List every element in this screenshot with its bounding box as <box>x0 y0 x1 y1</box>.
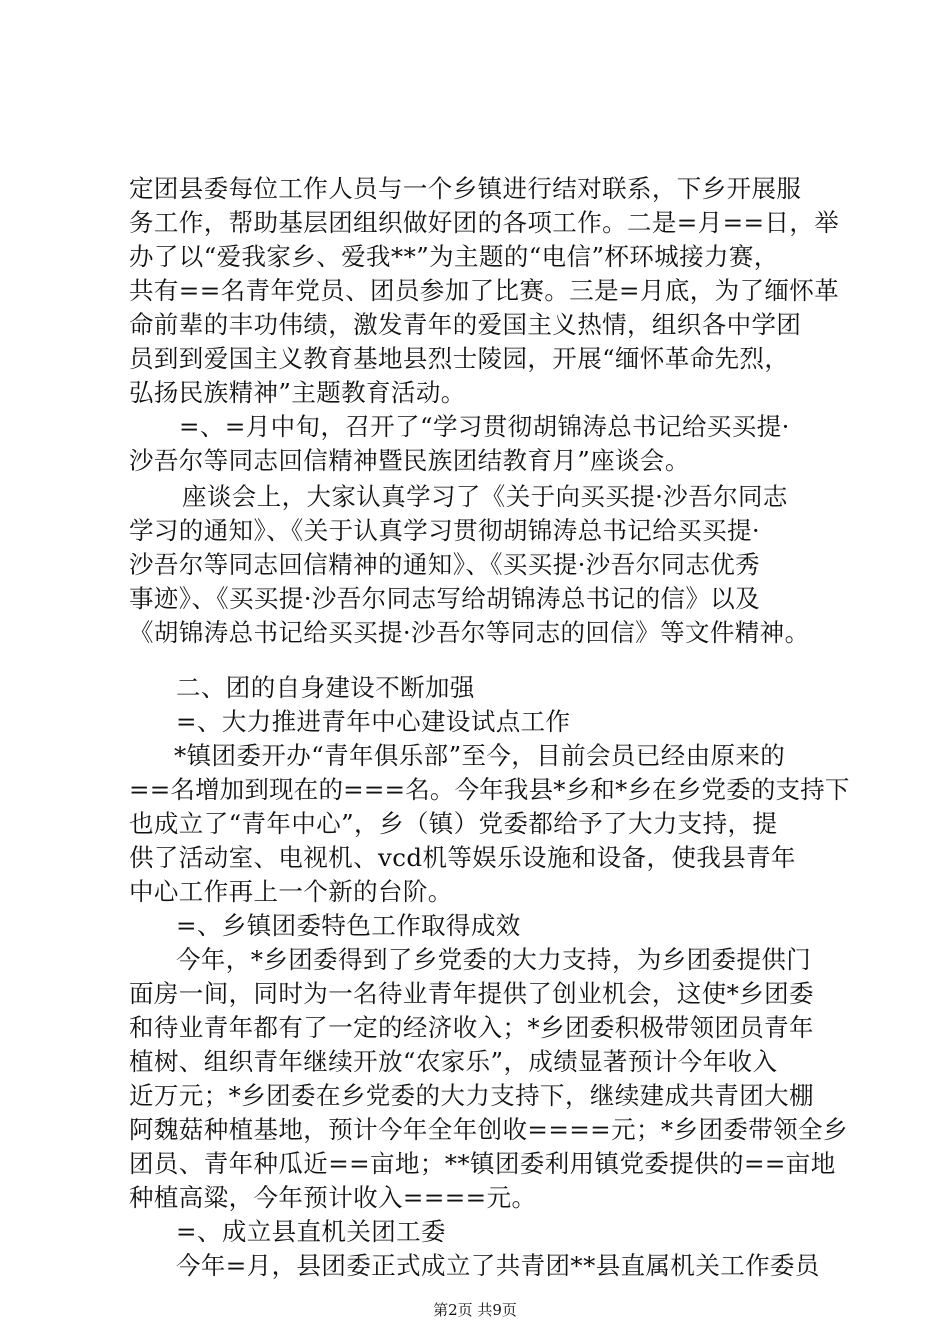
text-line: 今年=月，县团委正式成立了共青团**县直属机关工作委员 <box>176 1251 820 1280</box>
text-line: 员到到爱国主义教育基地县烈士陵园，开展“缅怀革命先烈， <box>129 344 790 373</box>
text-line: 命前辈的丰功伟绩，激发青年的爱国主义热情，组织各中学团 <box>129 310 802 339</box>
text-line: 事迹》、《买买提·沙吾尔同志写给胡锦涛总书记的信》以及 <box>129 584 761 613</box>
text-line: 沙吾尔等同志回信精神暨民族团结教育月”座谈会。 <box>129 446 690 475</box>
text-line: 植树、组织青年继续开放“农家乐”，成绩显著预计今年收入 <box>129 1047 778 1076</box>
text-line: 座谈会上，大家认真学习了《关于向买买提·沙吾尔同志 <box>182 482 788 511</box>
section-heading: 二、团的自身建设不断加强 <box>176 673 475 702</box>
text-line: ==名增加到现在的===名。今年我县*乡和*乡在乡党委的支持下 <box>129 775 850 804</box>
text-line: 和待业青年都有了一定的经济收入；*乡团委积极带领团员青年 <box>129 1013 814 1042</box>
subsection-heading: =、成立县直机关团工委 <box>176 1217 446 1246</box>
text-line: 《胡锦涛总书记给买买提·沙吾尔等同志的回信》等文件精神。 <box>129 618 810 647</box>
text-line: 中心工作再上一个新的台阶。 <box>129 877 453 906</box>
text-line: 沙吾尔等同志回信精神的通知》、《买买提·沙吾尔同志优秀 <box>129 550 761 579</box>
text-line: =、=月中旬，召开了“学习贯彻胡锦涛总书记给买买提· <box>179 412 790 441</box>
text-line: 团员、青年种瓜近==亩地；**镇团委利用镇党委提供的==亩地 <box>129 1149 836 1178</box>
text-line: 面房一间，同时为一名待业青年提供了创业机会，这使*乡团委 <box>129 979 814 1008</box>
page-number-footer: 第2页 共9页 <box>433 1301 517 1319</box>
text-line: 学习的通知》、《关于认真学习贯彻胡锦涛总书记给买买提· <box>129 516 761 545</box>
text-line: 办了以“爱我家乡、爱我**”为主题的“电信”杯环城接力赛， <box>129 242 779 271</box>
text-line: 弘扬民族精神”主题教育活动。 <box>129 378 466 407</box>
text-line: 今年，*乡团委得到了乡党委的大力支持，为乡团委提供门 <box>176 945 812 974</box>
text-line: 也成立了“青年中心”，乡（镇）党委都给予了大力支持，提 <box>129 809 778 838</box>
text-line: 种植高粱，今年预计收入====元。 <box>129 1183 537 1212</box>
subsection-heading: =、大力推进青年中心建设试点工作 <box>176 707 571 736</box>
text-line: 近万元；*乡团委在乡党委的大力支持下，继续建成共青团大棚 <box>129 1081 814 1110</box>
text-line: 阿魏菇种植基地，预计今年全年创收====元；*乡团委带领全乡 <box>129 1115 848 1144</box>
subsection-heading: =、乡镇团委特色工作取得成效 <box>176 911 521 940</box>
text-line: 务工作，帮助基层团组织做好团的各项工作。二是=月==日，举 <box>129 208 840 237</box>
text-line: *镇团委开办“青年俱乐部”至今，目前会员已经由原来的 <box>174 741 786 770</box>
text-line: 定团县委每位工作人员与一个乡镇进行结对联系，下乡开展服 <box>129 174 802 203</box>
text-line: 共有==名青年党员、团员参加了比赛。三是=月底，为了缅怀革 <box>129 276 840 305</box>
text-line: 供了活动室、电视机、vcd机等娱乐设施和设备，使我县青年 <box>129 843 796 872</box>
